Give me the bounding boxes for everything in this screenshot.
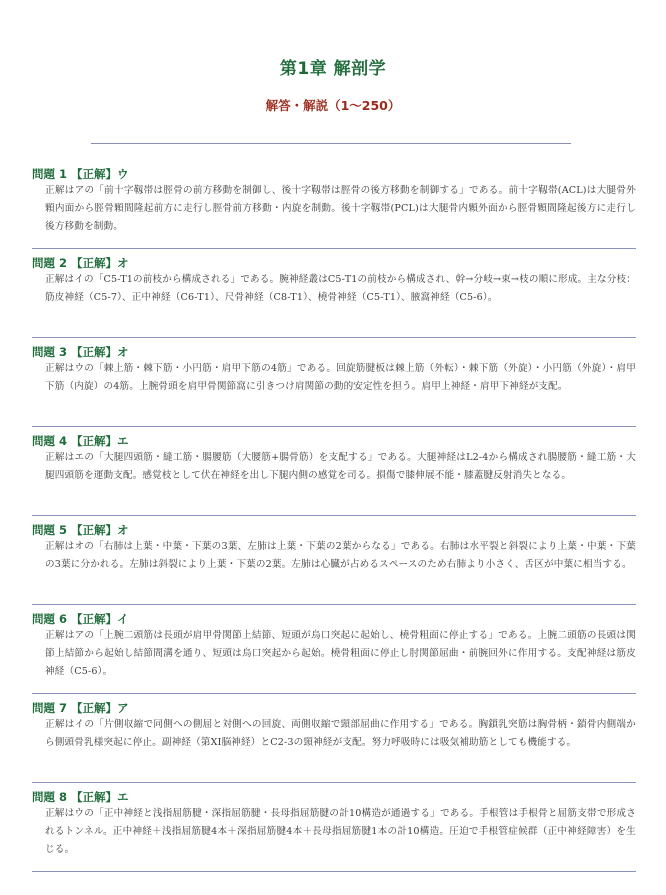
explanation-text: 正解はエの「大腿四頭筋・縫工筋・腸腰筋（大腰筋+腸骨筋）を支配する」である。大腿神経はL2-4から構成され腸腰筋・縫工筋・大腿四頭筋を運動支配。感覚枝として伏在神経を出し下腿内側の感覚を司る。損傷で膝伸展不能・膝蓋腱反射消失となる。 bbox=[45, 452, 636, 481]
question-divider bbox=[32, 515, 636, 516]
answer-tag: 【正解】イ bbox=[71, 612, 129, 626]
question-number: 問題 1 bbox=[32, 167, 68, 181]
question-number: 問題 8 bbox=[32, 790, 68, 804]
explanation-text: 正解はアの「上腕二頭筋は長頭が肩甲骨関節上結節、短頭が烏口突起に起始し、橈骨粗面に停止する」である。上腕二頭筋の長頭は関節上結節から起始し結節間溝を通り、短頭は烏口突起から起始。橈骨粗面に停止し肘関節屈曲・前腕回外に作用する。支配神経は筋皮神経（C5-6）。 bbox=[45, 630, 636, 677]
question-number: 問題 3 bbox=[32, 345, 68, 359]
question-item bbox=[32, 344, 636, 433]
question-item bbox=[32, 700, 636, 789]
question-divider bbox=[32, 604, 636, 605]
question-heading bbox=[32, 255, 636, 271]
chapter-title: 第1章 解剖学 bbox=[279, 59, 387, 79]
question-number: 問題 2 bbox=[32, 256, 68, 270]
question-item bbox=[32, 433, 636, 522]
explanation-text: 正解はオの「右肺は上葉・中葉・下葉の3葉、左肺は上葉・下葉の2葉からなる」である。右肺は水平裂と斜裂により上葉・中葉・下葉の3葉に分かれる。左肺は斜裂により上葉・下葉の2葉。左肺は心臓が占めるスペースのため右肺より小さく、舌区が中葉に相当する。 bbox=[45, 541, 636, 570]
question-divider bbox=[32, 693, 636, 694]
explanation-text: 正解はウの「正中神経と浅指屈筋腱・深指屈筋腱・長母指屈筋腱の計10構造が通過する」である。手根管は手根骨と屈筋支帯で形成されるトンネル。正中神経＋浅指屈筋腱4本＋深指屈筋腱4本＋長母指屈筋腱1本の計10構造。圧迫で手根管症候群（正中神経障害）を生じる。 bbox=[45, 808, 636, 855]
answer-tag: 【正解】ウ bbox=[71, 167, 129, 181]
answer-tag: 【正解】オ bbox=[71, 345, 129, 359]
answer-tag: 【正解】エ bbox=[71, 434, 129, 448]
question-divider bbox=[32, 426, 636, 427]
question-heading bbox=[32, 789, 636, 805]
explanation-text: 正解はアの「前十字靱帯は脛骨の前方移動を制御し、後十字靱帯は脛骨の後方移動を制御する」である。前十字靱帯(ACL)は大腿骨外顆内面から脛骨顆間隆起前方に走行し脛骨前方移動・内旋を制動。後十字靱帯(PCL)は大腿骨内顆外面から脛骨顆間隆起後方に走行し後方移動を制動。 bbox=[45, 185, 636, 232]
question-divider bbox=[32, 337, 636, 338]
title-divider bbox=[91, 143, 571, 144]
question-divider bbox=[32, 782, 636, 783]
question-number: 問題 7 bbox=[32, 701, 68, 715]
answer-tag: 【正解】エ bbox=[71, 790, 129, 804]
question-heading bbox=[32, 166, 636, 182]
question-heading bbox=[32, 433, 636, 449]
answer-tag: 【正解】ア bbox=[71, 701, 129, 715]
question-number: 問題 6 bbox=[32, 612, 68, 626]
question-heading bbox=[32, 611, 636, 627]
question-item bbox=[32, 255, 636, 344]
explanation-text: 正解はイの「片側収縮で同側への側屈と対側への回旋、両側収縮で頸部屈曲に作用する」である。胸鎖乳突筋は胸骨柄・鎖骨内側端から側頭骨乳様突起に停止。副神経（第XI脳神経）とC2-3の頸神経が支配。努力呼吸時には吸気補助筋としても機能する。 bbox=[45, 719, 636, 748]
question-item bbox=[32, 166, 636, 255]
question-number: 問題 5 bbox=[32, 523, 68, 537]
answer-tag: 【正解】オ bbox=[71, 256, 129, 270]
question-item bbox=[32, 789, 636, 878]
explanation-text: 正解はイの「C5-T1の前枝から構成される」である。腕神経叢はC5-T1の前枝から構成され、幹→分岐→束→枝の順に形成。主な分枝：筋皮神経（C5-7）、正中神経（C6-T1）、尺骨神経（C8-T1）、橈骨神経（C5-T1）、腋窩神経（C5-6）。 bbox=[45, 274, 637, 303]
answer-list bbox=[32, 166, 636, 878]
question-divider bbox=[32, 871, 636, 872]
question-item bbox=[32, 611, 636, 700]
question-heading bbox=[32, 344, 636, 360]
question-number: 問題 4 bbox=[32, 434, 68, 448]
explanation-text: 正解はウの「棘上筋・棘下筋・小円筋・肩甲下筋の4筋」である。回旋筋腱板は棘上筋（外転）・棘下筋（外旋）・小円筋（外旋）・肩甲下筋（内旋）の4筋。上腕骨頭を肩甲骨関節窩に引きつけ肩関節の動的安定性を担う。肩甲上神経・肩甲下神経が支配。 bbox=[45, 363, 636, 392]
chapter-subtitle: 解答・解説（1〜250） bbox=[265, 98, 401, 113]
question-item bbox=[32, 522, 636, 611]
answer-tag: 【正解】オ bbox=[71, 523, 129, 537]
question-heading bbox=[32, 700, 636, 716]
question-heading bbox=[32, 522, 636, 538]
question-divider bbox=[32, 248, 636, 249]
